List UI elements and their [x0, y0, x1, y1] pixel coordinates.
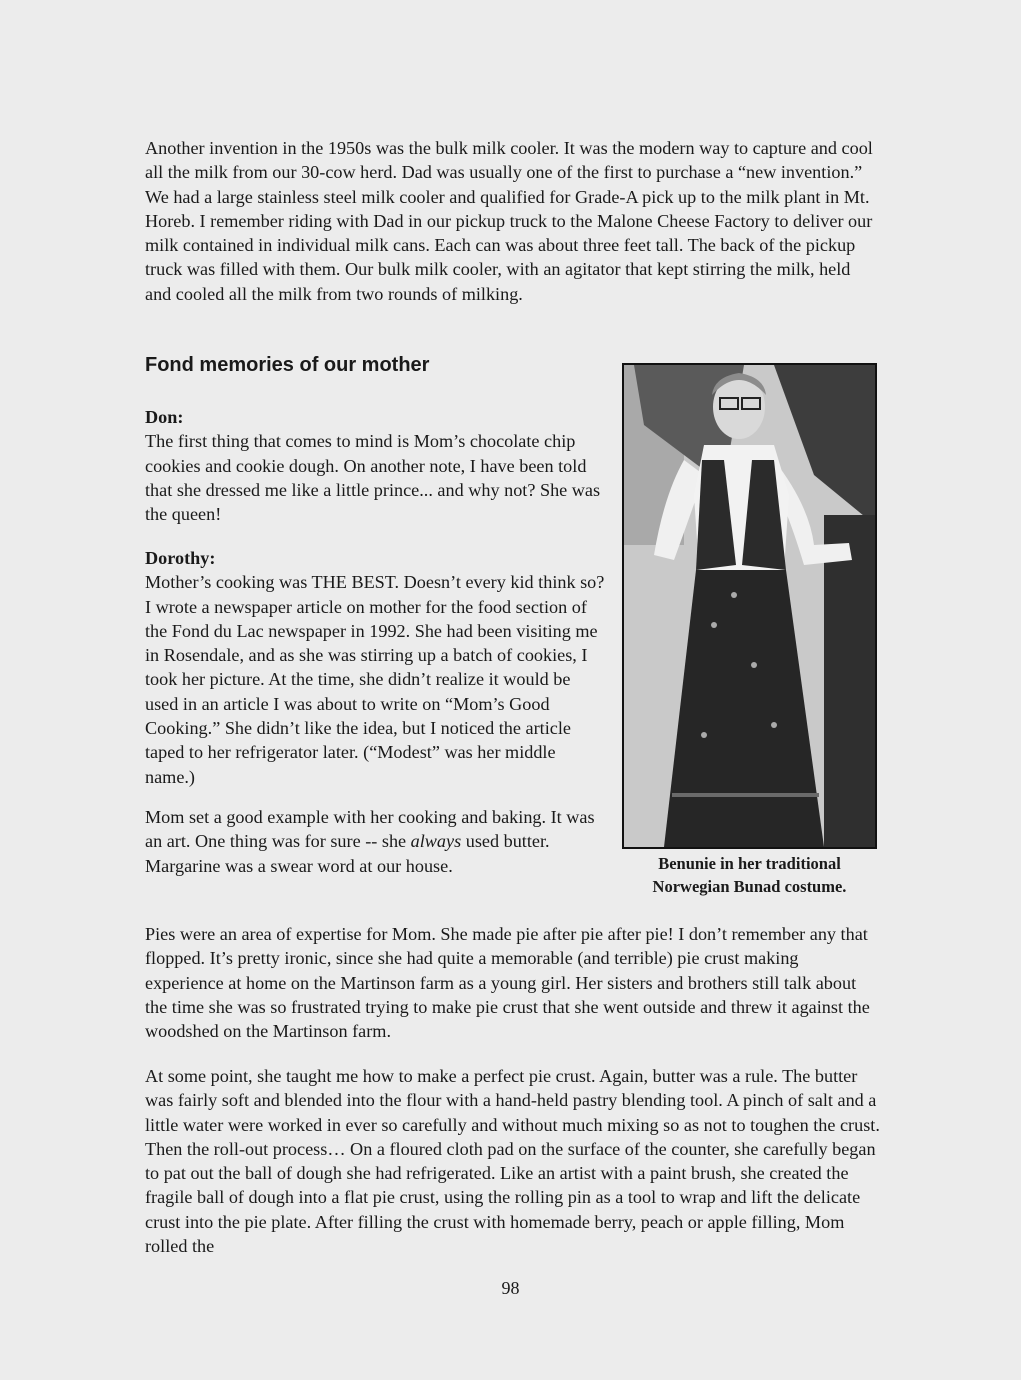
dorothy-name: Dorothy:: [145, 548, 216, 568]
don-name: Don:: [145, 407, 184, 427]
don-paragraph: [145, 405, 607, 526]
emphasis-always: always: [410, 831, 462, 852]
pies-paragraph: Pies were an area of expertise for Mom. She made pie after pie after pie! I don’t remember any that flopped. It’s pretty ironic, since she had quite a memorable (and terrible) pie crust making experience at home on the Martinson farm as a young girl. Her sisters and brothers still talk about the time she was so frustrated trying to make pie crust that she went outside and threw it against the woodshed on the Martinson farm.: [145, 924, 870, 1042]
photo-caption: Benunie in her traditional Norwegian Bunad costume.: [652, 854, 847, 896]
bunad-photo: [622, 363, 877, 849]
dorothy-paragraph: [145, 546, 607, 789]
page-number: 98: [501, 1278, 520, 1298]
mom-paragraph: Mom set a good example with her cooking and baking. It was an art. One thing was for sure -- she always used butter. Margarine was a swear word at our house.: [145, 807, 595, 876]
dorothy-text: Mother’s cooking was THE BEST. Doesn’t every kid think so? I wrote a newspaper article on mother for the food section of the Fond du Lac newspaper in 1992. She had been visiting me in Rosendale, and as she was stirring up a batch of cookies, I took her picture. At the time, she didn’t realize it would be used in an article I was about to write on “Mom’s Good Cooking.” She didn’t like the idea, but I noticed the article taped to her refrigerator later. (“Modest” was her middle name.): [145, 572, 605, 787]
intro-paragraph: Another invention in the 1950s was the bulk milk cooler. It was the modern way to capture and cool all the milk from our 30-cow herd. Dad was usually one of the first to purchase a “new invention.” We had a large stainless steel milk cooler and qualified for Grade-A pick up to the milk plant in Mt. Horeb. I remember riding with Dad in our pickup truck to the Malone Cheese Factory to deliver our milk contained in individual milk cans. Each can was about three feet tall. The back of the pickup truck was filled with them. Our bulk milk cooler, with an agitator that kept stirring the milk, held and cooled all the milk from two rounds of milking.: [145, 138, 873, 304]
don-text: The first thing that comes to mind is Mom’s chocolate chip cookies and cookie dough. On another note, I have been told that she dressed me like a little prince... and why not? She was the queen!: [145, 431, 601, 525]
woman-in-bunad-illustration: [624, 365, 875, 847]
section-heading: Fond memories of our mother: [145, 354, 430, 376]
crust-paragraph: At some point, she taught me how to make a perfect pie crust. Again, butter was a rule. The butter was fairly soft and blended into the flour with a hand-held pastry blending tool. A pinch of salt and a little water were worked in ever so carefully and without much mixing so as not to toughen the crust. Then the roll-out process… On a floured cloth pad on the surface of the counter, she carefully began to pat out the ball of dough she had refrigerated. Like an artist with a paint brush, she created the fragile ball of dough into a flat pie crust, using the rolling pin as a tool to wrap and lift the delicate crust into the pie plate. After filling the crust with homemade berry, peach or apple filling, Mom rolled the: [145, 1066, 880, 1257]
